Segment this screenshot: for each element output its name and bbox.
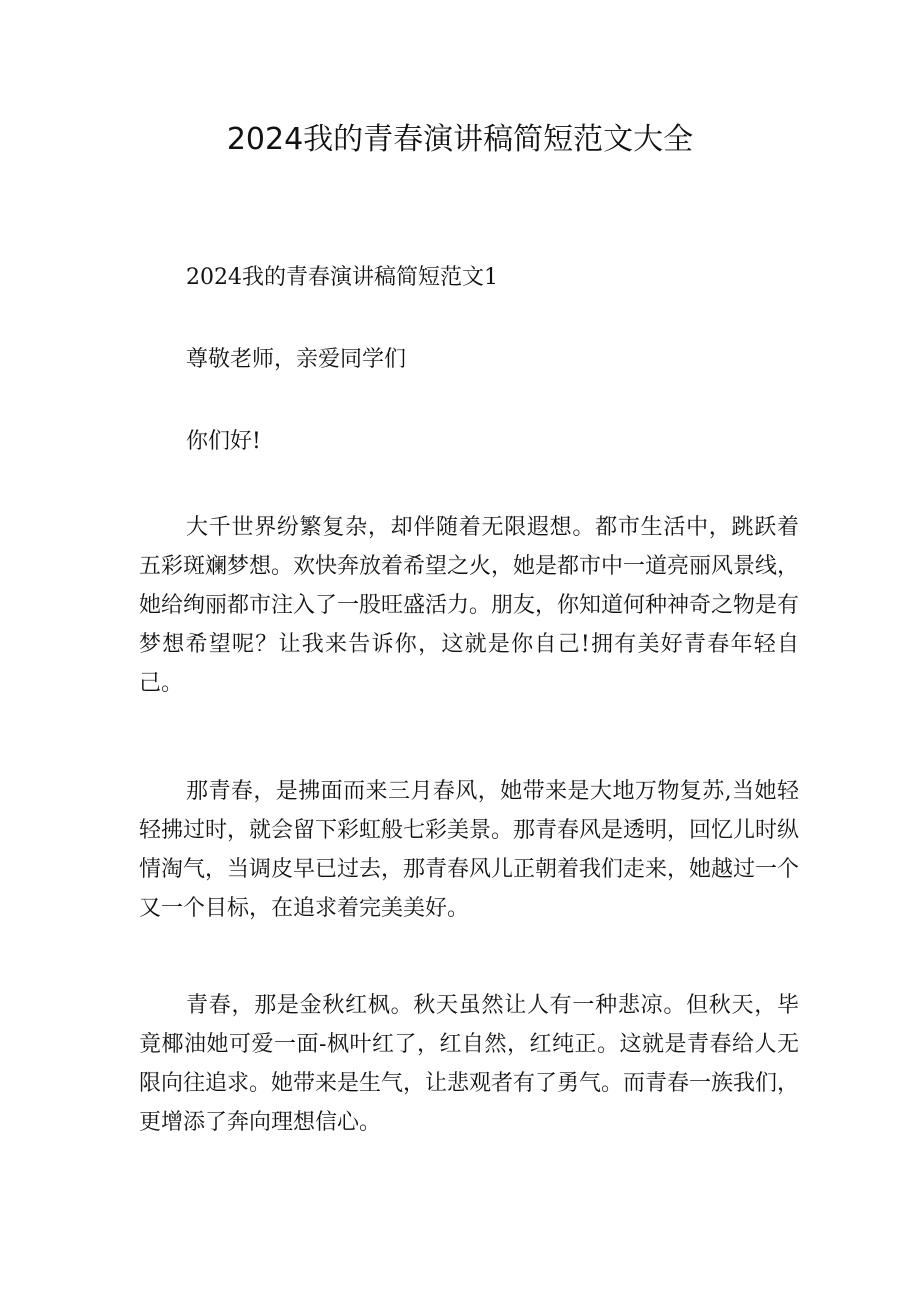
section-subtitle: 2024我的青春演讲稿简短范文1: [186, 265, 498, 290]
greeting-paragraph: 你们好!: [186, 429, 261, 454]
body-paragraph-3: 青春，那是金秋红枫。秋天虽然让人有一种悲凉。但秋天，毕竟椰油她可爱一面-枫叶红了，红自然，红纯正。这就是青春给人无限向往追求。她带来是生气，让悲观者有了勇气。而青春一族我们，更增添了奔向理想信心。: [139, 993, 800, 1135]
body-paragraph-1: 大千世界纷繁复杂，却伴随着无限遐想。都市生活中，跳跃着五彩斑斓梦想。欢快奔放着希望之火，她是都市中一道亮丽风景线，她给绚丽都市注入了一股旺盛活力。朋友，你知道何种神奇之物是有梦想希望呢？让我来告诉你，这就是你自己!拥有美好青春年轻自己。: [139, 515, 800, 696]
body-paragraph-2: 那青春，是拂面而来三月春风，她带来是大地万物复苏,当她轻轻拂过时，就会留下彩虹般七彩美景。那青春风是透明，回忆儿时纵情淘气，当调皮早已过去，那青春风儿正朝着我们走来，她越过一个又一个目标，在追求着完美美好。: [139, 779, 800, 921]
document-title: 2024我的青春演讲稿简短范文大全: [226, 122, 694, 157]
salutation-paragraph: 尊敬老师，亲爱同学们: [186, 347, 407, 372]
